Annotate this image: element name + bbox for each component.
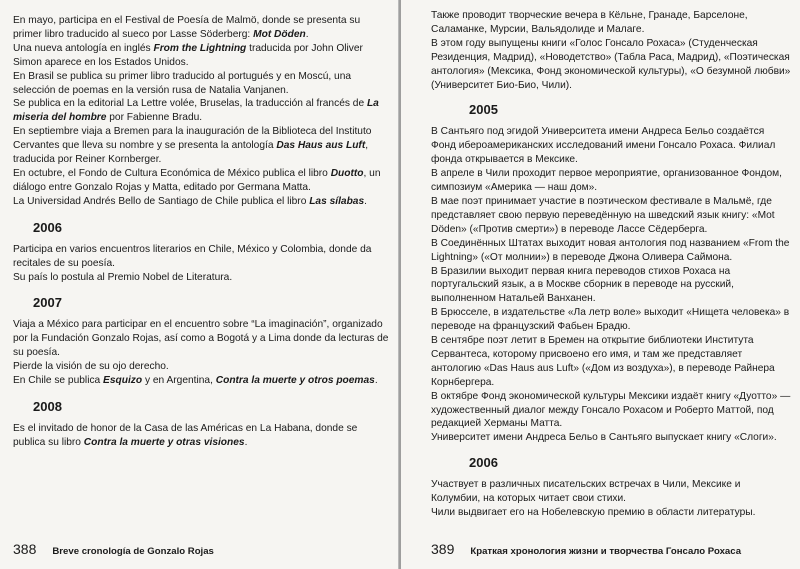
running-title: Краткая хронология жизни и творчества Гонсало Рохаса [470, 546, 742, 557]
text-run: В Бразилии выходит первая книга переводов стихов Рохаса на португальский язык, а в Москве сборник в переводе на русский, выполненном Натальей Ванханен. [431, 265, 734, 305]
chronology-paragraph [431, 237, 791, 265]
text-run: Viaja a México para participar en el encuentro sobre “La imaginación”, organizado por la Fundación Gonzalo Rojas, así como a Bogotá y a Lima donde da lecturas de su poesía. [13, 319, 389, 359]
left-page-content [13, 14, 391, 450]
text-run: Participa en varios encuentros literarios en Chile, México y Colombia, donde da recitales de su poesía. [13, 243, 372, 269]
page-number: 389 [431, 541, 455, 557]
chronology-paragraph [13, 374, 391, 388]
chronology-paragraph [431, 390, 791, 432]
book-title: Las sílabas [309, 195, 365, 207]
year-heading: 2008 [33, 398, 62, 414]
text-run: В мае поэт принимает участие в поэтическом фестивале в Мальмё, где представляет свою первую переведённую на шведский язык книгу: «Mot Döden» («Против смерти») в переводе Лассе Сёдерберга. [431, 195, 775, 235]
year-heading: 2005 [469, 102, 498, 118]
text-run: traducida por John Oliver Simon aparece en los Estados Unidos. [13, 42, 363, 68]
chronology-paragraph [13, 360, 391, 374]
book-title: Mot Döden [253, 28, 306, 40]
right-page [401, 0, 800, 569]
text-run: Una nueva antología en inglés [13, 42, 154, 54]
chronology-paragraph [431, 125, 791, 167]
text-run: . [364, 195, 367, 207]
chronology-paragraph [431, 506, 791, 520]
chronology-paragraph [431, 167, 791, 195]
book-title: Duotto [330, 167, 364, 179]
text-run: В апреле в Чили проходит первое мероприятие, организованное Фондом, симпозиум «Америка — наш дом». [431, 168, 782, 194]
text-run: Pierde la visión de su ojo derecho. [13, 361, 169, 373]
text-run: . [305, 28, 309, 40]
chronology-paragraph [431, 37, 791, 93]
chronology-paragraph [13, 271, 391, 285]
text-run: В сентябре поэт летит в Бремен на открытие библиотеки Института Сервантеса, которому присвоено его имя, и там же представляет антологию «Das Haus aus Luft» («Дом из воздуха»), в переводе Райнера Корнбергера. [431, 335, 775, 388]
year-heading: 2006 [469, 455, 498, 471]
chronology-paragraph [13, 97, 391, 125]
text-run: En septiembre viaja a Bremen para la inauguración de la Biblioteca del Instituto Cervantes que lleva su nombre y se presenta la antología [13, 126, 372, 152]
text-run: Участвует в различных писательских встречах в Чили, Мексике и Колумбии, на которых читает свои стихи. [431, 479, 741, 505]
text-run: В октябре Фонд экономической культуры Мексики издаёт книгу «Дуотто» — художественный диалог между Гонсало Рохасом и Роберто Маттой, под редакцией Херманы Матта. [431, 390, 791, 430]
chronology-paragraph [431, 306, 791, 334]
left-page-footer [13, 541, 214, 557]
book-title: Contra la muerte y otras visiones [83, 436, 245, 448]
chronology-paragraph [13, 167, 391, 195]
text-run: por Fabienne Bradu. [106, 112, 203, 124]
text-run: Es el invitado de honor de la Casa de las Américas en La Habana, donde se publica su libro [13, 422, 358, 448]
running-title: Breve cronología de Gonzalo Rojas [52, 546, 214, 557]
text-run: , un diálogo entre Gonzalo Rojas y Matta, editado por Germana Matta. [13, 167, 381, 193]
text-run: В этом году выпущены книги «Голос Гонсало Рохаса» (Студенческая Резиденция, Мадрид), «Новодетство» (Табла Раса, Мадрид), «Поэтическая антология» (Мексика, Фонд экономической культуры), «О безумной любви» (Университет Био-Био, Чили). [431, 37, 791, 91]
right-page-content [431, 9, 791, 520]
book-title: Esquizo [103, 375, 143, 387]
text-run: En Chile se publica [13, 375, 104, 387]
text-run: En Brasil se publica su primer libro traducido al portugués y en Moscú, una selección de poemas en la versión rusa de Natalia Vanjanen. [13, 70, 352, 96]
chronology-paragraph [13, 70, 391, 98]
chronology-paragraph [431, 431, 791, 445]
chronology-paragraph [13, 195, 391, 209]
year-heading: 2006 [33, 219, 62, 235]
book-title: Contra la muerte y otros poemas [215, 375, 375, 387]
chronology-paragraph [431, 9, 791, 37]
book-title: La miseria del hombre [13, 98, 379, 124]
chronology-paragraph [13, 14, 391, 42]
text-run: . [244, 436, 248, 448]
book-title: Das Haus aus Luft [276, 140, 366, 152]
page-number: 388 [13, 541, 37, 557]
chronology-paragraph [431, 478, 791, 506]
text-run: Su país lo postula al Premio Nobel de Literatura. [13, 271, 233, 283]
text-run: В Сантьяго под эгидой Университета имени Андреса Бельо создаётся Фонд ибероамериканских исследований имени Гонсало Рохаса. Филиал фонда открывается в Мексике. [431, 126, 776, 166]
text-run: Чили выдвигает его на Нобелевскую премию в области литературы. [431, 507, 756, 519]
chronology-paragraph [13, 243, 391, 271]
text-run: Университет имени Андреса Бельо в Сантьяго выпускает книгу «Слоги». [431, 432, 777, 444]
book-title: From the Lightning [153, 42, 247, 54]
chronology-paragraph [431, 334, 791, 390]
right-page-footer [431, 541, 741, 557]
chronology-paragraph [13, 42, 391, 70]
text-run: En mayo, participa en el Festival de Poesía de Malmö, donde se presenta su primer libro traducido al sueco por Lasse Söderberg: [13, 15, 361, 40]
chronology-paragraph [431, 265, 791, 307]
chronology-paragraph [13, 422, 391, 450]
text-run: В Брюсселе, в издательстве «Ла летр воле» выходит «Нищета человека» в переводе на французский Фабьен Брадю. [431, 307, 790, 333]
text-run: Se publica en la editorial La Lettre volée, Bruselas, la traducción al francés de [13, 98, 367, 110]
text-run: . [374, 375, 378, 387]
text-run: В Соединённых Штатах выходит новая антология под названием «From the Lightning» («От молнии») в переводе Джона Оливера Саймона. [431, 237, 790, 263]
text-run: , traducida por Reiner Kornberger. [13, 140, 369, 166]
text-run: Также проводит творческие вечера в Кёльне, Гранаде, Барселоне, Саламанке, Мурсии, Вальядолиде и Малаге. [431, 10, 748, 35]
left-page [0, 0, 399, 569]
text-run: La Universidad Andrés Bello de Santiago de Chile publica el libro [13, 195, 310, 207]
chronology-paragraph [431, 195, 791, 237]
year-heading: 2007 [33, 295, 62, 311]
chronology-paragraph [13, 318, 391, 360]
text-run: y en Argentina, [142, 375, 216, 387]
text-run: En octubre, el Fondo de Cultura Económica de México publica el libro [13, 167, 331, 179]
chronology-paragraph [13, 125, 391, 167]
